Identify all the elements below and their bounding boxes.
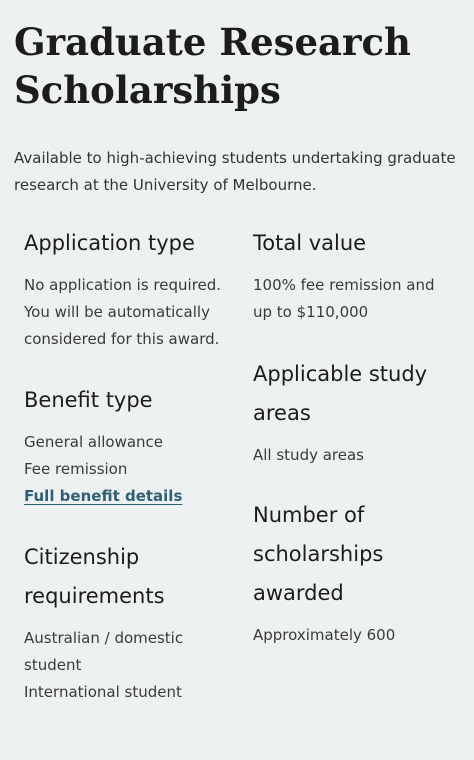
citizenship-line: student: [24, 656, 82, 674]
citizenship-heading-line: Citizenship: [24, 545, 140, 569]
scholarships-awarded-heading-line: scholarships: [253, 542, 384, 566]
citizenship-heading: [24, 538, 234, 616]
study-areas-heading: [253, 355, 463, 433]
study-areas-heading-line: areas: [253, 401, 311, 425]
application-type-heading: Application type: [24, 231, 195, 255]
application-type-text: [24, 272, 234, 353]
benefit-type-heading: Benefit type: [24, 388, 153, 412]
benefit-type-line: General allowance: [24, 433, 164, 451]
full-benefit-details-link[interactable]: Full benefit details: [24, 487, 183, 505]
scholarships-awarded-heading: [253, 496, 463, 613]
application-type-line: No application is required.: [24, 276, 222, 294]
citizenship-heading-line: requirements: [24, 584, 165, 608]
study-areas-line: All study areas: [253, 446, 364, 464]
citizenship-line: International student: [24, 683, 182, 701]
benefit-type-section: [24, 381, 234, 510]
scholarships-awarded-line: Approximately 600: [253, 626, 396, 644]
citizenship-line: Australian / domestic: [24, 629, 184, 647]
application-type-line: considered for this award.: [24, 330, 220, 348]
intro-text: Available to high-achieving students undertaking graduate research at the University of Melbourne.: [14, 149, 456, 194]
application-type-section: [24, 224, 234, 353]
scholarships-awarded-heading-line: awarded: [253, 581, 344, 605]
total-value-section: [253, 224, 463, 326]
citizenship-text: [24, 625, 234, 706]
study-areas-heading-line: Applicable study: [253, 362, 428, 386]
total-value-line: up to $110,000: [253, 303, 369, 321]
benefit-type-text: [24, 429, 234, 483]
page-title: Graduate Research Scholarships: [14, 20, 411, 112]
total-value-heading: Total value: [253, 231, 367, 255]
citizenship-section: [24, 538, 234, 706]
total-value-line: 100% fee remission and: [253, 276, 435, 294]
study-areas-section: [253, 355, 463, 469]
total-value-text: [253, 272, 463, 326]
scholarships-awarded-text: [253, 622, 463, 649]
scholarships-awarded-section: [253, 496, 463, 649]
study-areas-text: [253, 442, 463, 469]
scholarships-awarded-heading-line: Number of: [253, 503, 365, 527]
application-type-line: You will be automatically: [24, 303, 210, 321]
benefit-type-line: Fee remission: [24, 460, 128, 478]
